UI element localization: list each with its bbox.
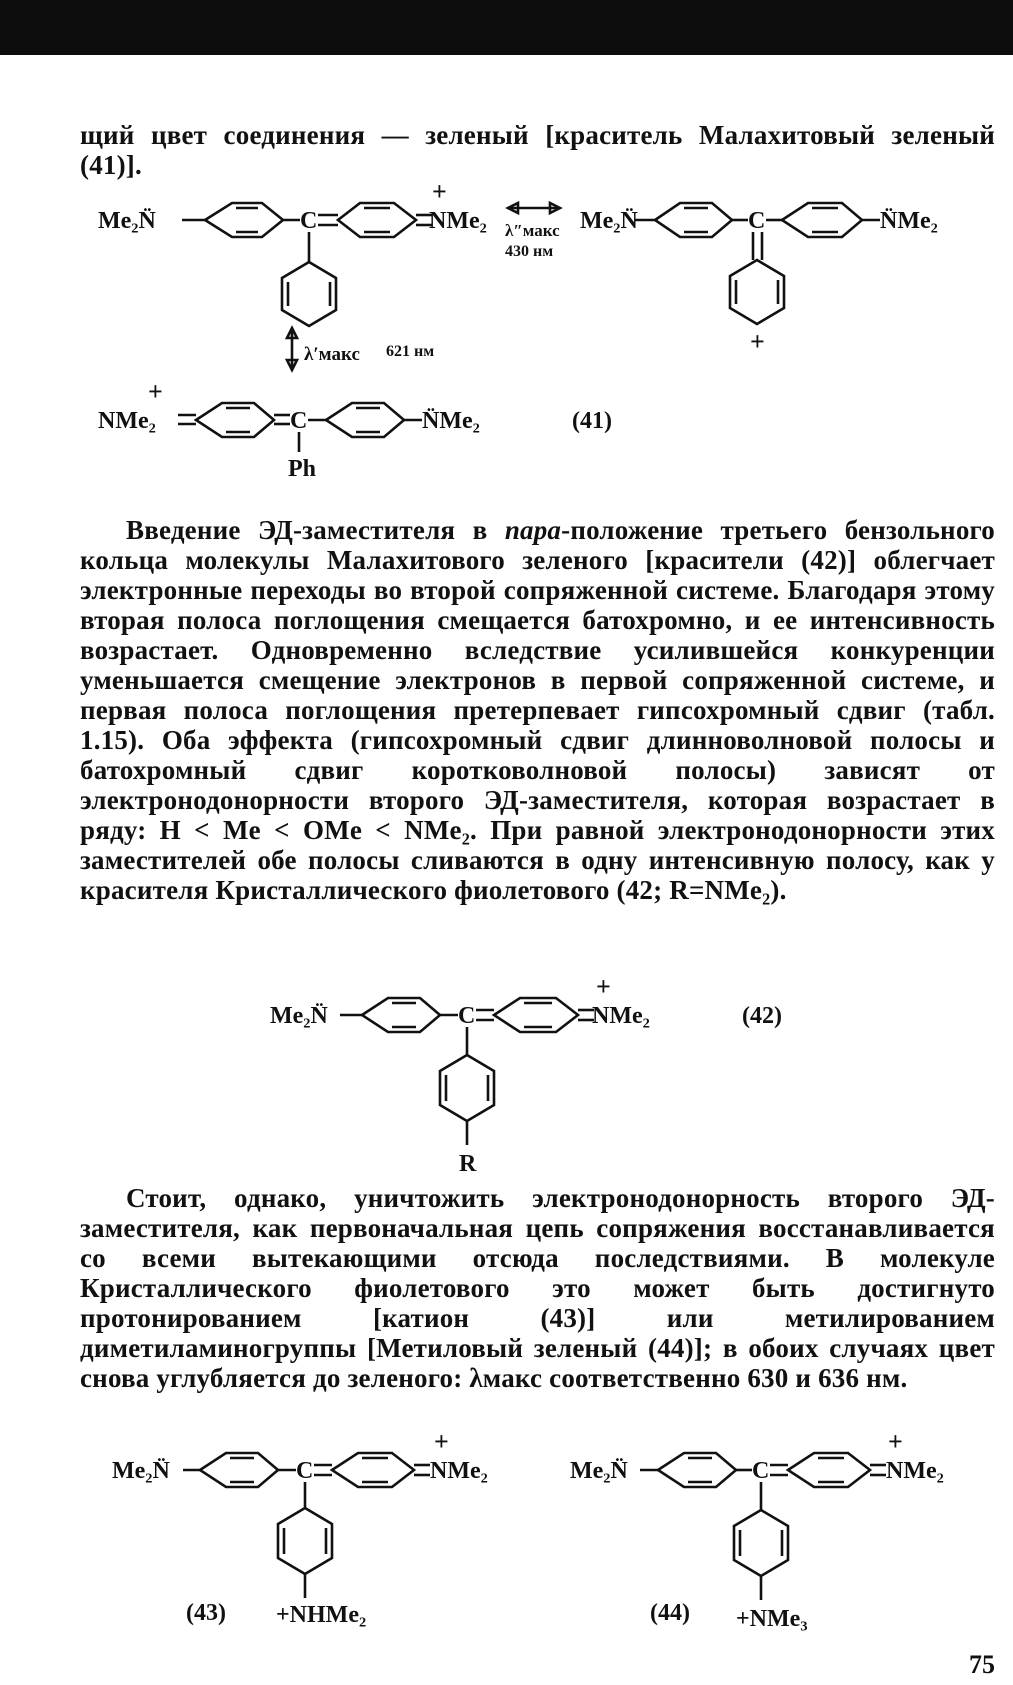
- label-plus-c: +: [148, 377, 163, 406]
- label-44-substituent: +NMe₃: [736, 1606, 808, 1632]
- label-43-carbon: C: [296, 1458, 314, 1484]
- label-lambda-down: λ′макс: [304, 344, 360, 365]
- label-central-carbon-b: C: [748, 208, 766, 234]
- label-lambda-down-value: 621 нм: [386, 343, 435, 360]
- label-central-carbon: C: [458, 1003, 476, 1029]
- label-43-substituent: +NHMe₂: [276, 1602, 367, 1628]
- paragraph-2-part1: Введение ЭД-заместителя в: [126, 515, 505, 545]
- label-central-carbon-c: C: [290, 408, 308, 434]
- label-44-nme2: NMe₂: [886, 1458, 944, 1484]
- label-me2n-b: Me₂N̈: [580, 208, 638, 234]
- paragraph-2: [80, 515, 995, 905]
- label-compound-42: (42): [742, 1003, 782, 1029]
- label-me2n-a: Me₂N̈: [98, 208, 156, 234]
- structure-41-scheme: [0, 170, 1013, 500]
- paragraph-3: [80, 1183, 995, 1393]
- label-compound-44: (44): [650, 1600, 690, 1626]
- label-nme2: NMe₂: [592, 1003, 650, 1029]
- structure-42: [0, 975, 1013, 1180]
- label-44-carbon: C: [752, 1458, 770, 1484]
- label-43-me2n: Me₂N̈: [112, 1458, 170, 1484]
- label-r: R: [459, 1151, 477, 1177]
- label-nme2-b: N̈Me₂: [880, 208, 938, 234]
- label-44-plus: +: [888, 1430, 903, 1456]
- label-lambda-right: λ″макс: [505, 221, 560, 240]
- label-me2n: Me₂N̈: [270, 1003, 328, 1029]
- label-nme2-c: N̈Me₂: [422, 408, 480, 434]
- label-plus-a: +: [432, 177, 447, 206]
- label-43-plus: +: [434, 1430, 449, 1456]
- label-plus-b: +: [750, 327, 765, 356]
- label-central-carbon-a: C: [300, 208, 318, 234]
- label-compound-43: (43): [186, 1600, 226, 1626]
- paragraph-2-italic: пара: [504, 515, 562, 545]
- paragraph-2-part2: -положение третьего бензольного кольца молекулы Малахитового зеленого [красители (42)] облегчает электронные переходы во второй сопряженной системе. Благодаря этому вторая полоса поглощения смещается батохромно, и ее интенсивность возрастает. Одновременно вследствие усилившейся конкуренции уменьшается смещение электронов в первой сопряженной системе, и первая полоса поглощения претерпевает гипсохромный сдвиг (табл. 1.15). Оба эффекта (гипсохромный сдвиг длинноволновой полосы и батохромный сдвиг коротковолновой полосы) зависят от электронодонорности второго ЭД-заместителя, которая возрастает в ряду: H < Me < OMe < NMe₂. При равной электронодонорности этих заместителей обе полосы сливаются в одну интенсивную полосу, как у красителя Кристаллического фиолетового (42; R=NMe₂).: [80, 515, 996, 905]
- label-ph: Ph: [288, 456, 317, 482]
- label-me2n-c: NMe₂: [98, 408, 156, 434]
- structures-43-44: [0, 1430, 1013, 1650]
- label-43-nme2: NMe₂: [430, 1458, 488, 1484]
- label-44-me2n: Me₂N̈: [570, 1458, 628, 1484]
- paragraph-1-text: щий цвет соединения — зеленый [краситель Малахитовый зеленый (41)].: [80, 120, 995, 180]
- label-lambda-right-value: 430 нм: [505, 243, 554, 260]
- label-plus: +: [596, 975, 611, 1001]
- label-nme2-a: NMe₂: [429, 208, 487, 234]
- label-compound-41: (41): [572, 408, 612, 434]
- page-number: 75: [969, 1650, 995, 1679]
- scan-top-border: [0, 0, 1013, 55]
- paragraph-3-text: Стоит, однако, уничтожить электронодонорность второго ЭД-заместителя, как первоначальная цепь сопряжения восстанавливается со всеми вытекающими отсюда последствиями. В молекуле Кристаллического фиолетового это может быть достигнуто протонированием [катион (43)] или метилированием диметиламиногруппы [Метиловый зеленый (44)]; в обоих случаях цвет снова углубляется до зеленого: λмакс соответственно 630 и 636 нм.: [80, 1183, 995, 1393]
